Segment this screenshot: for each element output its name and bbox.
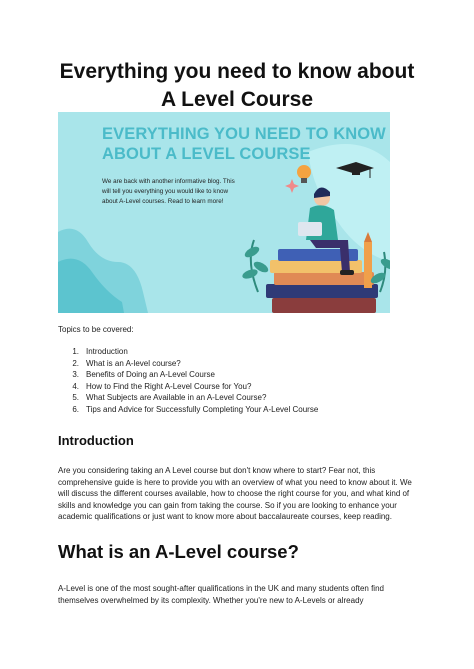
topics-intro: Topics to be covered: bbox=[58, 325, 134, 334]
list-item-text: Benefits of Doing an A-Level Course bbox=[86, 370, 215, 380]
list-number: 2. bbox=[72, 358, 79, 368]
list-item bbox=[58, 358, 318, 370]
banner-sub-line2: will tell you everything you would like to know bbox=[102, 188, 228, 195]
list-item-text: Tips and Advice for Successfully Completing Your A-Level Course bbox=[86, 404, 319, 414]
list-item-text: Introduction bbox=[86, 347, 128, 356]
alevel-paragraph: A-Level is one of the most sought-after qualifications in the UK and many students often find themselves overwhelmed by its complexity. Whether you're new to A-Levels or already bbox=[58, 584, 384, 605]
list-item bbox=[58, 404, 318, 416]
page-title-line2: A Level Course bbox=[160, 88, 314, 111]
banner-sub-line3: about A-Level courses. Read to learn more! bbox=[102, 198, 224, 205]
sparkle-icon bbox=[285, 179, 299, 193]
list-item-text: What Subjects are Available in an A-Level Course? bbox=[86, 393, 267, 403]
list-item bbox=[58, 381, 318, 393]
introduction-heading: Introduction bbox=[58, 433, 134, 448]
pencil-icon bbox=[364, 232, 372, 288]
list-item bbox=[58, 346, 318, 358]
list-number: 3. bbox=[72, 370, 79, 380]
book-stack bbox=[266, 249, 378, 313]
page-title-line1: Everything you need to know about bbox=[59, 60, 415, 83]
banner-image bbox=[58, 112, 390, 313]
list-number: 1. bbox=[72, 347, 79, 356]
list-number: 4. bbox=[72, 381, 79, 391]
page-title bbox=[40, 58, 434, 114]
banner-sub-line1: We are back with another informative blog. This bbox=[102, 178, 235, 185]
alevel-heading: What is an A-Level course? bbox=[58, 541, 299, 562]
list-number: 6. bbox=[72, 404, 79, 414]
list-item bbox=[58, 392, 318, 404]
introduction-paragraph: Are you considering taking an A Level course but don't know where to start? Fear not, this comprehensive guide is here to provide you with an overview of what you need to know about it. We will discuss the different courses available, how to choose the right course for you, and what kind of skills and knowledge you can gain from taking the course. So if you are looking to enhance your academic qualifications or just want to know more about baccalaureate courses, keep reading. bbox=[58, 466, 412, 522]
topics-list bbox=[58, 346, 318, 416]
lightbulb-icon bbox=[297, 165, 311, 183]
plant-icon bbox=[241, 240, 270, 292]
banner-subtitle bbox=[102, 177, 282, 207]
banner-headline bbox=[102, 124, 386, 164]
banner-headline-line1: EVERYTHING YOU NEED TO KNOW bbox=[102, 125, 386, 143]
list-item bbox=[58, 369, 318, 381]
list-item-text: What is an A-level course? bbox=[86, 358, 181, 368]
banner-headline-line2: ABOUT A LEVEL COURSE bbox=[102, 145, 311, 163]
list-number: 5. bbox=[72, 393, 79, 403]
list-item-text: How to Find the Right A-Level Course for You? bbox=[86, 381, 252, 391]
